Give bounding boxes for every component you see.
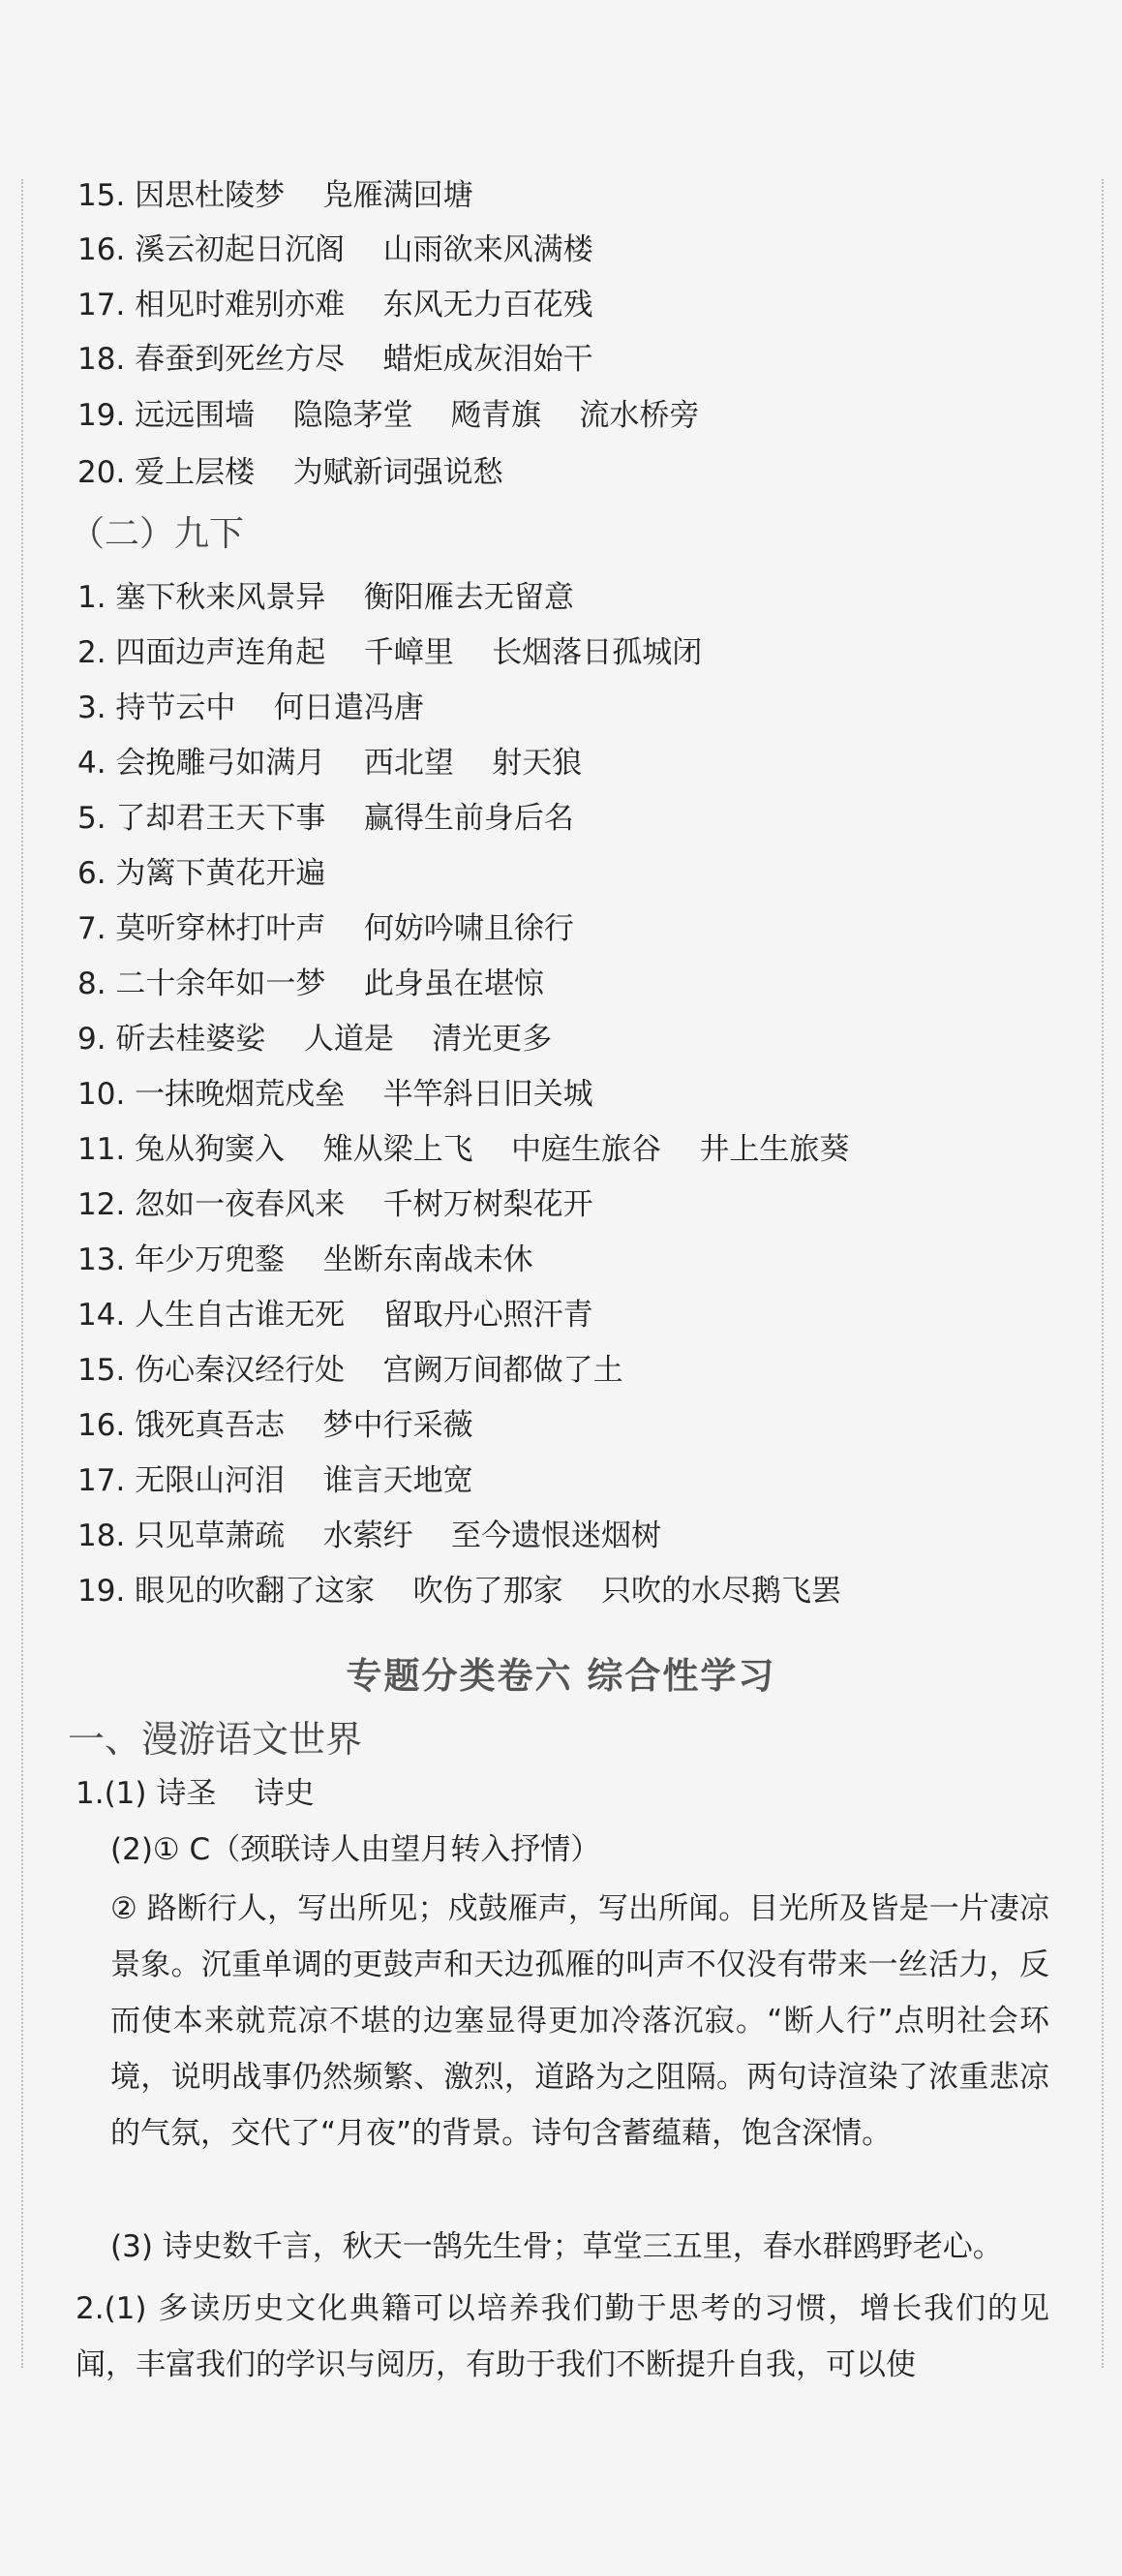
answer-line: 16. 溪云初起日沉阁 山雨欲来风满楼 (77, 232, 593, 267)
question-2-1: 2.(1) 多读历史文化典籍可以培养我们勤于思考的习惯，增长我们的见闻，丰富我们的学识与阅历，有助于我们不断提升自我，可以使 (76, 2291, 1049, 2382)
section-title: 专题分类卷六 综合性学习 (346, 1655, 776, 1697)
question-1-2-answer: ② 路断行人，写出所见；戍鼓雁声，写出所闻。目光所及皆是一片凄凉景象。沉重单调的更鼓声和天边孤雁的叫声不仅没有带来一丝活力，反而使本来就荒凉不堪的边塞显得更加冷落沉寂。“断人行”点明社会环境，说明战事仍然频繁、激烈，道路为之阻隔。两句诗渲染了浓重悲凉的气氛，交代了“月夜”的背景。诗句含蓄蕴藉，饱含深情。 (110, 1891, 1049, 2151)
right-dotted-border (1102, 179, 1104, 2368)
answer-line: 19. 远远围墙 隐隐茅堂 飏青旗 流水桥旁 (77, 398, 700, 433)
answer-line: 8. 二十余年如一梦 此身虽在堪惊 (77, 966, 544, 1001)
answer-line: 17. 无限山河泪 谁言天地宽 (77, 1463, 473, 1498)
answer-line: 12. 忽如一夜春风来 千树万树梨花开 (77, 1187, 593, 1222)
answer-line: 17. 相见时难别亦难 东风无力百花残 (77, 288, 593, 322)
left-dotted-border (21, 179, 23, 2368)
answer-line: 18. 春蚕到死丝方尽 蜡炬成灰泪始干 (77, 342, 593, 377)
answer-line: 3. 持节云中 何日遣冯唐 (77, 690, 424, 725)
question-1-1: 1.(1) 诗圣 诗史 (76, 1776, 315, 1811)
answer-line: 19. 眼见的吹翻了这家 吹伤了那家 只吹的水尽鹅飞罢 (77, 1574, 841, 1609)
answer-line: 6. 为篱下黄花开遍 (77, 856, 326, 891)
answer-line: 2. 四面边声连角起 千嶂里 长烟落日孤城闭 (77, 635, 703, 670)
question-1-2: (2)① C（颈联诗人由望月转入抒情） (110, 1832, 601, 1867)
answer-line: 18. 只见草萧疏 水萦纡 至今遗恨迷烟树 (77, 1518, 661, 1553)
answer-line: 1. 塞下秋来风景异 衡阳雁去无留意 (77, 580, 574, 615)
answer-line: 10. 一抹晚烟荒戍垒 半竿斜日旧关城 (77, 1077, 593, 1112)
question-1-3: (3) 诗史数千言，秋天一鹄先生骨；草堂三五里，春水群鸥野老心。 (110, 2229, 1003, 2264)
answer-line: 20. 爱上层楼 为赋新词强说愁 (77, 455, 503, 490)
answer-line: 5. 了却君王天下事 赢得生前身后名 (77, 801, 574, 836)
answer-line: 7. 莫听穿林打叶声 何妨吟啸且徐行 (77, 911, 574, 946)
answer-line: 15. 伤心秦汉经行处 宫阙万间都做了土 (77, 1353, 623, 1388)
answer-line: 4. 会挽雕弓如满月 西北望 射天狼 (77, 746, 583, 781)
answer-line: 16. 饿死真吾志 梦中行采薇 (77, 1408, 473, 1443)
answer-line: 15. 因思杜陵梦 凫雁满回塘 (77, 178, 473, 213)
subheading: （二）九下 (70, 514, 245, 554)
answer-line: 11. 兔从狗窦入 雉从梁上飞 中庭生旅谷 井上生旅葵 (77, 1132, 850, 1167)
answer-line: 9. 斫去桂婆娑 人道是 清光更多 (77, 1022, 553, 1057)
answer-line: 14. 人生自古谁无死 留取丹心照汗青 (77, 1298, 593, 1333)
section-subtitle: 一、漫游语文世界 (68, 1718, 363, 1761)
answer-line: 13. 年少万兜鍪 坐断东南战未休 (77, 1242, 533, 1277)
